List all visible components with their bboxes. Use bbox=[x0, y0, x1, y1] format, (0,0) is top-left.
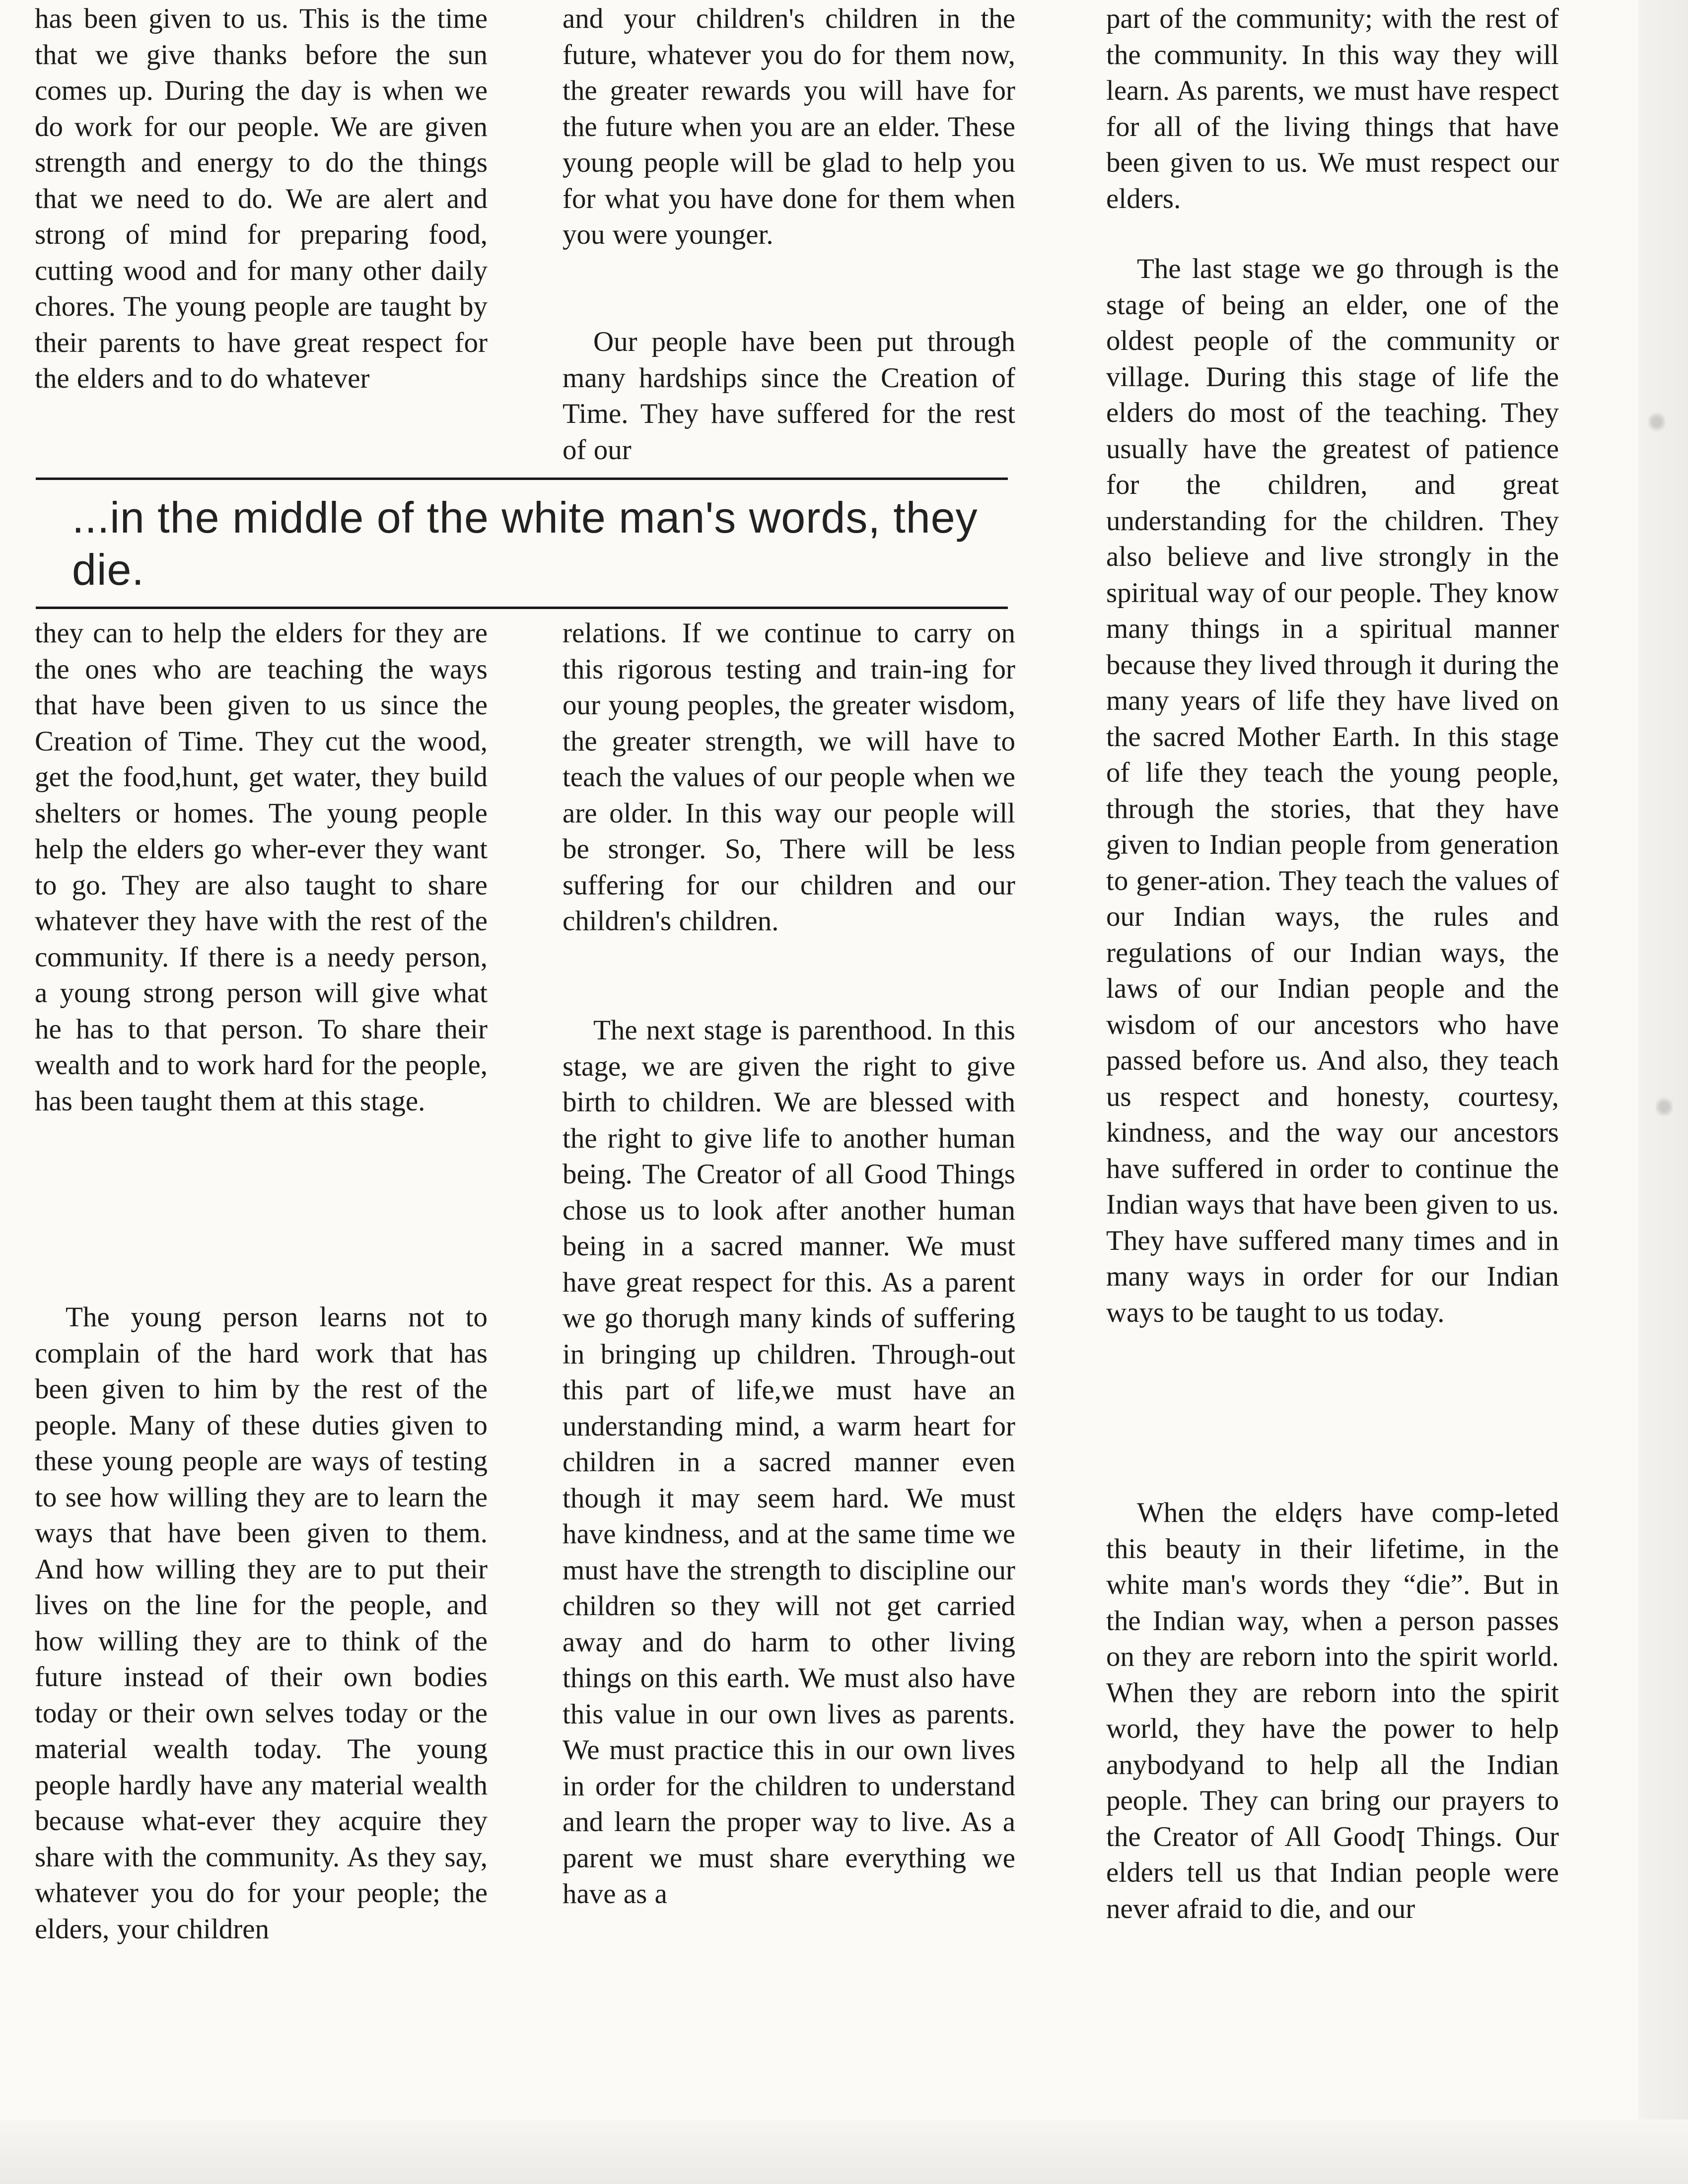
pull-quote-bottom-rule bbox=[36, 607, 1008, 609]
scan-speck bbox=[1656, 1092, 1673, 1122]
col1-paragraph-1: has been given to us. This is the time that we give thanks before the sun comes up. During the day is when we do work for our people. We are given strength and energy to do the things that we need to do. We are alert and strong of mind for preparing food, cutting wood and for many other daily chores. The young people are taught by their parents to have great respect for the elders and to do whatever bbox=[35, 3, 488, 394]
col3-paragraph-1: part of the community; with the rest of the community. In this way they will learn. As parents, we must have respect for all of the living things that have been given to us. We must respect our elders. bbox=[1106, 3, 1559, 214]
col2-paragraph-1: and your children's children in the future, whatever you do for them now, the greater rewards you will have for the future when you are an elder. These young people will be glad to help you for what you have done for them when you were younger. bbox=[563, 3, 1015, 250]
scan-speck bbox=[1648, 407, 1665, 437]
col1-paragraph-2: they can to help the elders for they are the ones who are teaching the ways that have been given to us since the Creation of Time. They cut the wood, get the food,hunt, get water, they build shelters or homes. The young people help the elders go wher-ever they want to go. They are also taught to share whatever they have with the rest of the community. If there is a needy person, a young strong person will give what he has to that person. To share their wealth and to work hard for the people, has been taught them at this stage. bbox=[35, 617, 488, 1117]
col1-paragraph-3: The young person learns not to complain of the hard work that has been given to him by the rest of the people. Many of these duties given to these young people are ways of testing to see how willing they are to learn the ways that have been given to them. And how willing they are to put their lives on the line for the people, and how willing they are to think of the future instead of their own bodies today or their own selves today or the material wealth today. The young people hardly have any material wealth because what-ever they acquire they share with the community. As they say, whatever you do for your people; the elders, your children bbox=[35, 1301, 488, 1945]
page-bottom-margin bbox=[0, 2119, 1688, 2184]
col3-paragraph-2: The last stage we go through is the stage of being an elder, one of the oldest people of the community or village. During this stage of life the elders do most of the teaching. They usually have the greatest of patience for the children, and great understanding for the children. They also believe and live strongly in the spiritual way of our people. They know many things in a spiritual manner because they lived through it during the many years of life they have lived on the sacred Mother Earth. In this stage of life they teach the young people, through the stories, that they have given to Indian people from generation to gener-ation. They teach the values of our Indian ways, the rules and regulations of our Indian ways, the laws of our Indian people and the wisdom of our ancestors who have passed before us. And also, they teach us respect and honesty, courtesy, kindness, and the way our ancestors have suffered in order to continue the Indian ways that have been given to us. They have suffered many times and in many ways in order for our Indian ways to be taught to us today. bbox=[1106, 253, 1559, 1328]
col2-paragraph-3: relations. If we continue to carry on this rigorous testing and train-ing for our young peoples, the greater wisdom, the greater strength, we will have to teach the values of our people when we are older. In this way our people will be stronger. So, There will be less suffering for our children and our children's children. bbox=[563, 617, 1015, 937]
col2-paragraph-2: Our people have been put through many hardships since the Creation of Time. They have suffered for the rest of our bbox=[563, 326, 1015, 466]
col3-paragraph-3: When the eldęrs have comp-leted this beauty in their lifetime, in the white man's words they “die”. But in the Indian way, when a person passes on they are reborn into the spirit world. When they are reborn into the spirit world, they have the power to help anybodyand to help all the Indian people. They can bring our prayers to the Creator of All Goodꞁ Things. Our elders tell us that Indian people were never afraid to die, and our bbox=[1106, 1497, 1559, 1924]
pull-quote: ...in the middle of the white man's words, they die. bbox=[72, 493, 978, 594]
pull-quote-top-rule bbox=[36, 478, 1008, 480]
col2-paragraph-4: The next stage is parenthood. In this stage, we are given the right to give birth to children. We are blessed with the right to give life to another human being. The Creator of all Good Things chose us to look after another human being in a sacred manner. We must have great respect for this. As a parent we go thorugh many kinds of suffering in bringing up children. Through-out this part of life,we must have an understanding mind, a warm heart for children in a sacred manner even though it may seem hard. We must have kindness, and at the same time we must have the strength to discipline our children so they will not get carried away and do harm to other living things on this earth. We must also have this value in our own lives as parents. We must practice this in our own lives in order for the children to understand and learn the proper way to live. As a parent we must share everything we have as a bbox=[563, 1015, 1015, 1910]
